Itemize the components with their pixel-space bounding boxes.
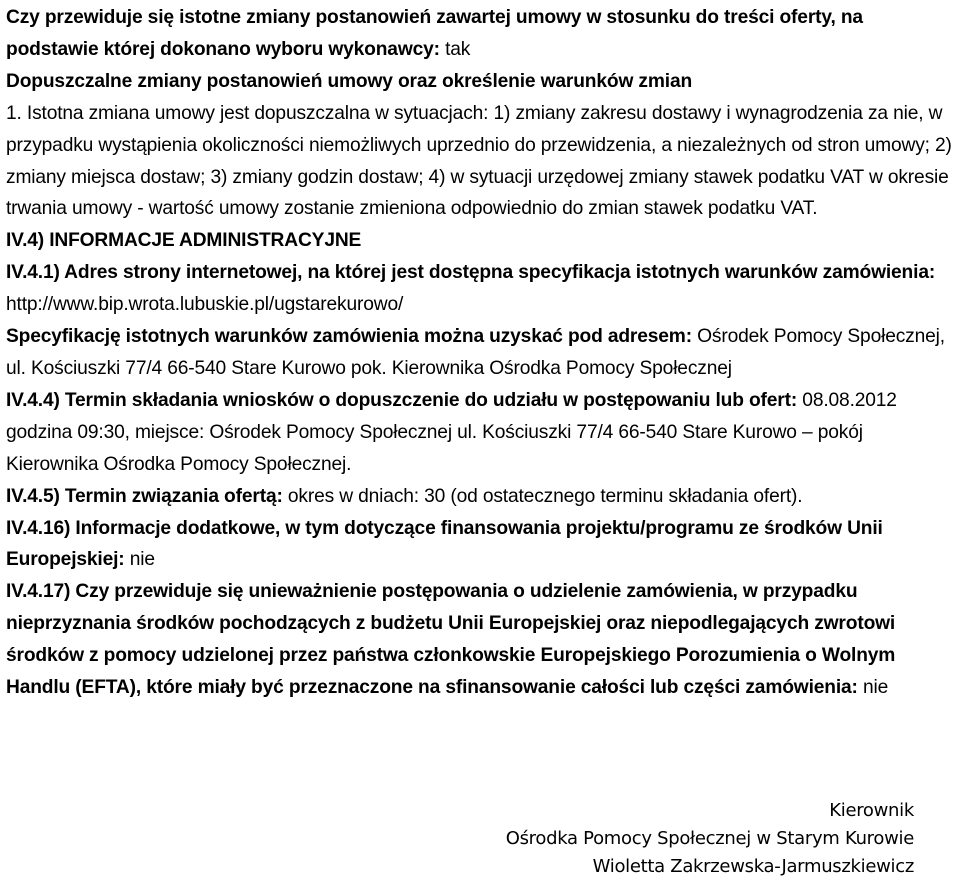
- signature-title: Kierownik: [829, 800, 914, 821]
- siwz-website: [6, 257, 956, 321]
- cancellation-question-value: nie: [862, 677, 889, 699]
- submission-deadline-label: IV.4.4) Termin składania wniosków o dopuszczenie do udziału w postępowaniu lub ofert:: [6, 389, 798, 411]
- offer-binding-period-label: IV.4.5) Termin związania ofertą:: [6, 485, 283, 507]
- cancellation-question-label: IV.4.17) Czy przewiduje się unieważnienie postępowania o udzielenie zamówienia, w przypadku nieprzyznania środków pochodzących z budżetu Unii Europejskiej oraz niepodlegających zwrotowi środków z pomocy udzielonej przez państwa członkowskie Europejskiego Porozumienia o Wolnym Handlu (EFTA), które miały być przeznaczone na sfinansowanie całości lub części zamówienia:: [6, 581, 896, 699]
- cancellation-question: [6, 576, 956, 704]
- submission-deadline-value: 08.08.2012 godzina 09:30, miejsce: Ośrodek Pomocy Społecznej ul. Kościuszki 77/4 66-540 Stare Kurowo – pokój Kierownika Ośrodka Pomocy Społecznej.: [6, 389, 897, 475]
- signature-block: [506, 797, 914, 881]
- additional-info-value: nie: [129, 549, 155, 571]
- additional-info-label: IV.4.16) Informacje dodatkowe, w tym dotyczące finansowania projektu/programu ze środków Unii Europejskiej:: [6, 517, 883, 571]
- contract-change-label: Czy przewiduje się istotne zmiany postanowień zawartej umowy w stosunku do treści oferty, na podstawie której dokonano wyboru wykonawcy:: [6, 7, 863, 60]
- siwz-address: [6, 321, 956, 385]
- contract-change-value: tak: [445, 38, 471, 60]
- contract-change-question: [6, 2, 956, 66]
- additional-info: [6, 513, 956, 577]
- submission-deadline: [6, 385, 956, 481]
- siwz-address-value: Ośrodek Pomocy Społecznej, ul. Kościuszki 77/4 66-540 Stare Kurowo pok. Kierownika Ośrodka Pomocy Społecznej: [6, 326, 945, 379]
- changes-text: 1. Istotna zmiana umowy jest dopuszczalna w sytuacjach: 1) zmiany zakresu dostawy i wynagrodzenia za nie, w przypadku wystąpienia okoliczności niemożliwych uprzednio do przewidzenia, a niezależnych od stron umowy; 2) zmiany miejsca dostaw; 3) zmiany godzin dostaw; 4) w sytuacji urzędowej zmiany stawek podatku VAT w okresie trwania umowy - wartość umowy zostanie zmieniona odpowiednio do zmian stawek podatku VAT.: [6, 102, 952, 220]
- offer-binding-period: [6, 481, 956, 513]
- section-heading-administrative: IV.4) INFORMACJE ADMINISTRACYJNE: [6, 230, 362, 252]
- offer-binding-period-value: okres w dniach: 30 (od ostatecznego terminu składania ofert).: [287, 485, 803, 507]
- siwz-address-label: Specyfikację istotnych warunków zamówienia można uzyskać pod adresem:: [6, 326, 692, 348]
- siwz-website-label: IV.4.1) Adres strony internetowej, na której jest dostępna specyfikacja istotnych warunków zamówienia:: [6, 262, 936, 284]
- signature-organization: Ośrodka Pomocy Społecznej w Starym Kurowie: [505, 828, 914, 849]
- signature-name: Wioletta Zakrzewska-Jarmuszkiewicz: [592, 856, 914, 877]
- document-body: [6, 2, 956, 704]
- siwz-website-url: http://www.bip.wrota.lubuskie.pl/ugstarekurowo/: [6, 294, 404, 316]
- changes-heading: Dopuszczalne zmiany postanowień umowy oraz określenie warunków zmian: [6, 70, 693, 92]
